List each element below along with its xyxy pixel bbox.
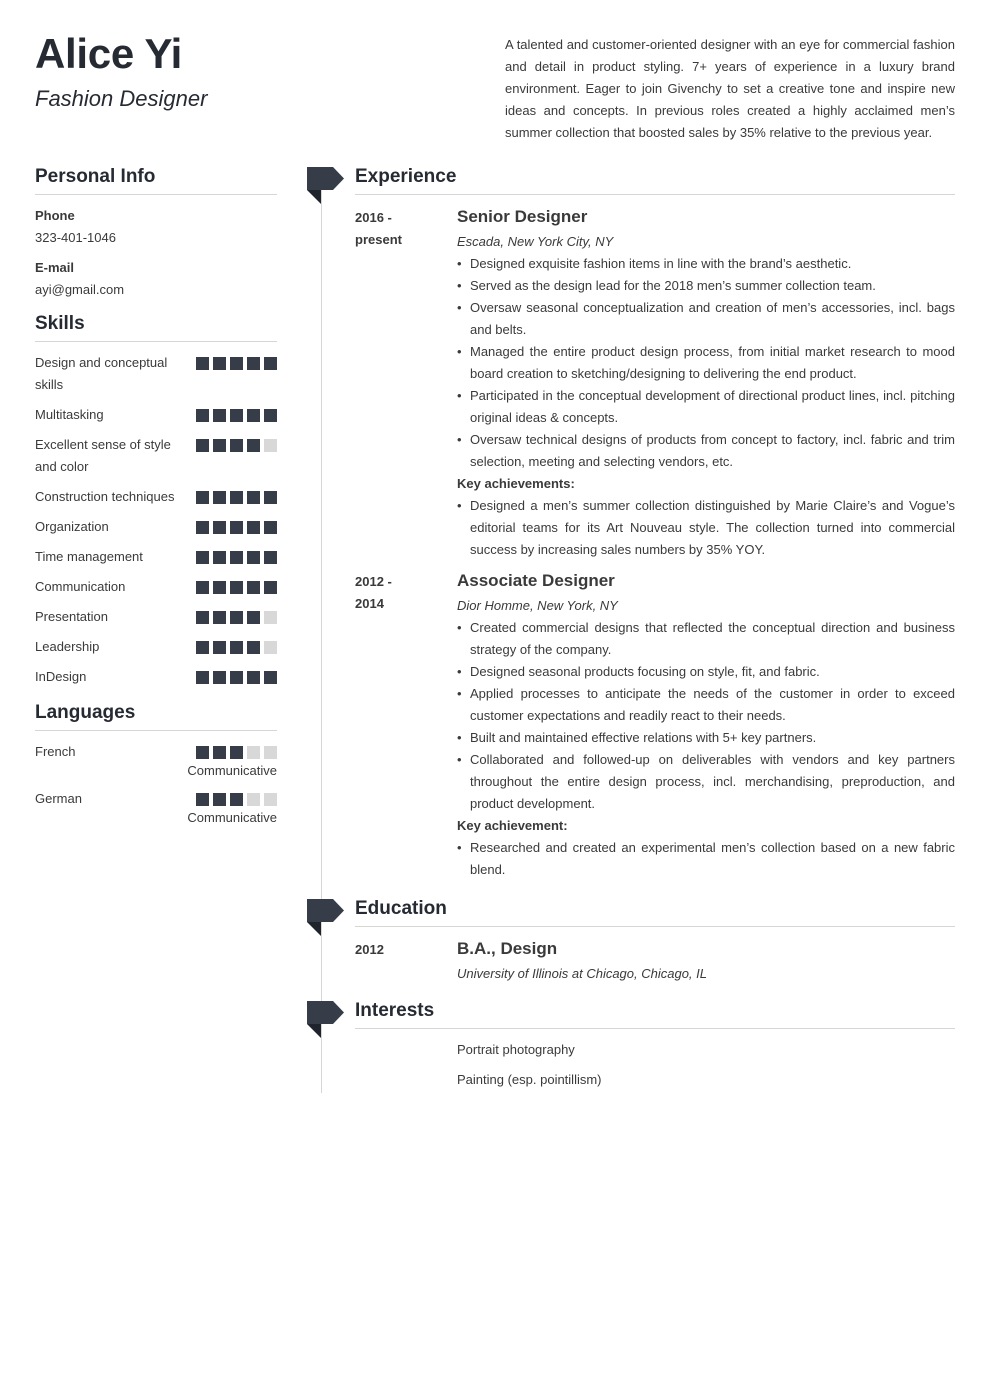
skill-row [35, 636, 277, 658]
language-rating [187, 741, 277, 780]
filled-square-icon [247, 611, 260, 624]
skill-row [35, 666, 277, 688]
interest-item: Portrait photography [457, 1042, 575, 1057]
skill-name: Leadership [35, 639, 100, 654]
language-level: Communicative [187, 763, 277, 778]
bullet-item: • Collaborated and followed-up on deliverables with vendors and key partners throughout the entire design process, incl. merchandising, preproduction, and product development. [457, 749, 955, 815]
rating-dots [196, 491, 277, 504]
filled-square-icon [213, 439, 226, 452]
filled-square-icon [213, 491, 226, 504]
key-achievements-label: Key achievements: [457, 476, 575, 491]
filled-square-icon [196, 521, 209, 534]
filled-square-icon [196, 439, 209, 452]
empty-square-icon [264, 439, 277, 452]
filled-square-icon [247, 409, 260, 422]
filled-square-icon [196, 611, 209, 624]
education-entry [355, 939, 955, 985]
education-heading: Education [355, 898, 955, 927]
responsibilities-list [457, 617, 955, 815]
empty-square-icon [264, 611, 277, 624]
filled-square-icon [230, 746, 243, 759]
experience-body [457, 207, 955, 561]
filled-square-icon [196, 581, 209, 594]
skill-name: Organization [35, 519, 109, 534]
languages-list [35, 741, 277, 827]
bullet-item: • Oversaw seasonal conceptualization and creation of men’s accessories, incl. bags and belts. [457, 297, 955, 341]
achievement-item: • Designed a men’s summer collection distinguished by Marie Claire’s and Vogue’s editorial teams for its Art Nouveau style. The collection turned into commercial success by increasing sales numbers by 35% YOY. [457, 495, 955, 561]
rating-dots [196, 793, 277, 806]
interests-section [355, 1000, 955, 1089]
experience-heading: Experience [355, 166, 955, 195]
language-name: French [35, 744, 76, 759]
date-end: 2014 [355, 596, 384, 611]
filled-square-icon [230, 611, 243, 624]
bullet-item: • Participated in the conceptual development of directional product lines, incl. pitching original ideas & concepts. [457, 385, 955, 429]
filled-square-icon [213, 746, 226, 759]
filled-square-icon [196, 357, 209, 370]
rating-dots [196, 581, 277, 594]
filled-square-icon [230, 439, 243, 452]
achievements-list [457, 495, 955, 561]
filled-square-icon [247, 491, 260, 504]
filled-square-icon [230, 357, 243, 370]
company-location: Escada, New York City, NY [457, 234, 614, 249]
date-end: present [355, 232, 402, 247]
rating-dots [196, 746, 277, 759]
skill-row [35, 576, 277, 598]
email-value: ayi@gmail.com [35, 282, 125, 297]
experience-section [355, 166, 955, 881]
language-name: German [35, 791, 82, 806]
skill-name: Communication [35, 579, 126, 594]
rating-dots [196, 551, 277, 564]
filled-square-icon [196, 641, 209, 654]
skill-row [35, 486, 277, 508]
filled-square-icon [213, 521, 226, 534]
job-title: Associate Designer [457, 571, 615, 590]
bullet-item: • Designed seasonal products focusing on style, fit, and fabric. [457, 661, 955, 683]
education-section [355, 898, 955, 985]
interests-heading: Interests [355, 1000, 955, 1029]
candidate-name: Alice Yi [35, 30, 183, 77]
filled-square-icon [230, 491, 243, 504]
skill-name: Time management [35, 549, 143, 564]
rating-dots [196, 671, 277, 684]
filled-square-icon [264, 491, 277, 504]
experience-entry [355, 207, 955, 561]
empty-square-icon [247, 746, 260, 759]
experience-list [355, 207, 955, 881]
rating-dots [196, 521, 277, 534]
filled-square-icon [230, 671, 243, 684]
education-ribbon-icon [307, 899, 344, 936]
email-label: E-mail [35, 260, 75, 275]
filled-square-icon [247, 641, 260, 654]
achievement-item: • Researched and created an experimental men’s collection based on a new fabric blend. [457, 837, 955, 881]
filled-square-icon [213, 611, 226, 624]
bullet-item: • Applied processes to anticipate the needs of the customer in order to exceed customer expectations and readily react to their needs. [457, 683, 955, 727]
skill-name: Construction techniques [35, 489, 175, 504]
filled-square-icon [196, 671, 209, 684]
skill-name: InDesign [35, 669, 87, 684]
responsibilities-list [457, 253, 955, 473]
filled-square-icon [213, 793, 226, 806]
language-row [35, 788, 277, 827]
filled-square-icon [264, 581, 277, 594]
skills-heading: Skills [35, 313, 277, 342]
experience-body [457, 571, 955, 881]
candidate-job-title: Fashion Designer [35, 86, 208, 111]
language-row [35, 741, 277, 780]
education-date: 2012 [355, 942, 384, 957]
filled-square-icon [230, 581, 243, 594]
empty-square-icon [264, 746, 277, 759]
filled-square-icon [213, 641, 226, 654]
bullet-item: • Built and maintained effective relations with 5+ key partners. [457, 727, 955, 749]
key-achievements-label: Key achievement: [457, 818, 568, 833]
rating-dots [196, 409, 277, 422]
empty-square-icon [247, 793, 260, 806]
profile-summary: A talented and customer-oriented designer with an eye for commercial fashion and detail in product styling. 7+ years of experience in a luxury brand environment. Eager to join Givenchy to set a creative tone and inspire new ideas and concepts. In previous roles created a highly acclaimed men’s summer collection that boosted sales by 35% relative to the previous year. [505, 37, 955, 140]
phone-value: 323-401-1046 [35, 230, 116, 245]
filled-square-icon [264, 551, 277, 564]
company-location: Dior Homme, New York, NY [457, 598, 618, 613]
interests-ribbon-icon [307, 1001, 344, 1038]
bullet-item: • Served as the design lead for the 2018 men’s summer collection team. [457, 275, 955, 297]
skill-row [35, 352, 277, 396]
date-start: 2016 - [355, 210, 392, 225]
filled-square-icon [213, 581, 226, 594]
bullet-item: • Created commercial designs that reflected the conceptual direction and business strategy of the company. [457, 617, 955, 661]
filled-square-icon [230, 551, 243, 564]
bullet-item: • Managed the entire product design process, from initial market research to mood board creation to sketching/designing to delivering the end product. [457, 341, 955, 385]
empty-square-icon [264, 793, 277, 806]
skill-row [35, 404, 277, 426]
bullet-item: • Oversaw technical designs of products from concept to factory, incl. fabric and trim selection, meeting and selecting vendors, etc. [457, 429, 955, 473]
filled-square-icon [264, 521, 277, 534]
experience-date [355, 207, 457, 561]
filled-square-icon [213, 357, 226, 370]
skill-row [35, 546, 277, 568]
filled-square-icon [196, 491, 209, 504]
rating-dots [196, 357, 277, 370]
phone-label: Phone [35, 208, 75, 223]
filled-square-icon [196, 746, 209, 759]
experience-entry [355, 571, 955, 881]
rating-dots [196, 439, 277, 452]
personal-info-heading: Personal Info [35, 166, 277, 195]
filled-square-icon [264, 671, 277, 684]
rating-dots [196, 611, 277, 624]
empty-square-icon [264, 641, 277, 654]
filled-square-icon [196, 793, 209, 806]
timeline-line [321, 190, 322, 1093]
skill-name: Excellent sense of style and color [35, 437, 171, 474]
skill-row [35, 434, 277, 478]
left-column [35, 166, 277, 835]
filled-square-icon [247, 581, 260, 594]
experience-ribbon-icon [307, 167, 344, 204]
job-title: Senior Designer [457, 207, 588, 226]
filled-square-icon [213, 671, 226, 684]
degree-title: B.A., Design [457, 939, 558, 958]
interest-item: Painting (esp. pointillism) [457, 1072, 602, 1087]
filled-square-icon [230, 641, 243, 654]
language-rating [187, 788, 277, 827]
experience-date [355, 571, 457, 881]
filled-square-icon [247, 439, 260, 452]
rating-dots [196, 641, 277, 654]
skill-name: Design and conceptual skills [35, 355, 168, 392]
filled-square-icon [230, 409, 243, 422]
school-name: University of Illinois at Chicago, Chicago, IL [457, 966, 708, 981]
filled-square-icon [213, 551, 226, 564]
skill-name: Presentation [35, 609, 108, 624]
filled-square-icon [264, 357, 277, 370]
language-level: Communicative [187, 810, 277, 825]
filled-square-icon [264, 409, 277, 422]
filled-square-icon [247, 521, 260, 534]
languages-heading: Languages [35, 702, 277, 731]
filled-square-icon [247, 671, 260, 684]
skill-row [35, 606, 277, 628]
filled-square-icon [230, 793, 243, 806]
filled-square-icon [230, 521, 243, 534]
skills-list [35, 352, 277, 688]
skill-name: Multitasking [35, 407, 104, 422]
filled-square-icon [213, 409, 226, 422]
bullet-item: • Designed exquisite fashion items in line with the brand’s aesthetic. [457, 253, 955, 275]
filled-square-icon [196, 551, 209, 564]
skill-row [35, 516, 277, 538]
date-start: 2012 - [355, 574, 392, 589]
filled-square-icon [247, 551, 260, 564]
filled-square-icon [247, 357, 260, 370]
achievements-list [457, 837, 955, 881]
filled-square-icon [196, 409, 209, 422]
